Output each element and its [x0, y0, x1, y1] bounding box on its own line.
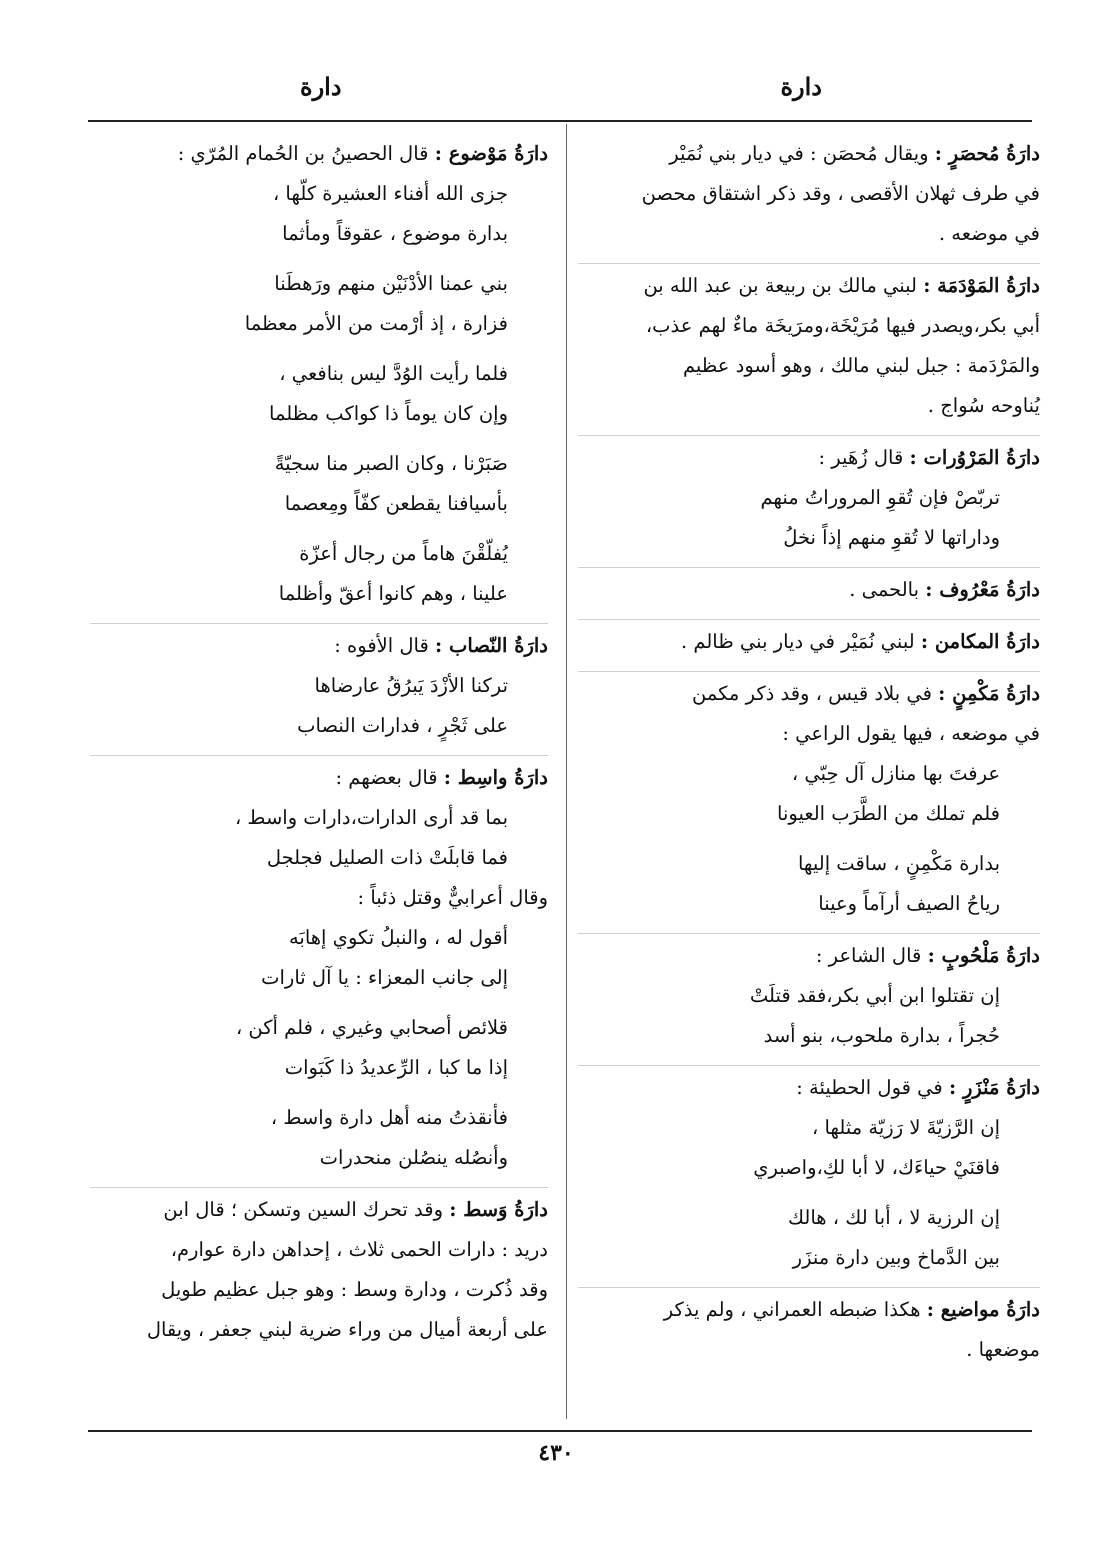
entry-mawdu: [90, 134, 548, 620]
prose-line: دريد : دارات الحمى ثلاث ، إحداهن دارة عوارم،: [170, 1238, 548, 1261]
prose-line: في موضعه .: [938, 222, 1040, 245]
verse-line: إن تقتلوا ابن أبي بكر،فقد قتلَتْ: [749, 984, 1000, 1007]
verse-line: إن الرَّزيّةَ لا رَزيّة مثلها ،: [812, 1116, 1000, 1139]
entry-muhsar: [578, 134, 1040, 260]
entry-maruf: [578, 567, 1040, 616]
prose-line: دارَةُ مَعْرُوف : بالحمى .: [849, 578, 1040, 601]
prose-line: أبي بكر،ويصدر فيها مُرَيْخَة،ومرَيخَة ماءٌ لهم عذب،: [645, 314, 1040, 337]
verse-line: بني عمنا الأدْنَيْن منهم ورَهطَنا: [274, 272, 508, 295]
headword: دارَةُ واسِط :: [443, 766, 548, 789]
verse-line: قلائص أصحابي وغيري ، فلم أكن ،: [235, 1016, 508, 1039]
entry-makamin: [578, 619, 1040, 668]
entry-wasat: [90, 1187, 548, 1356]
verse-line: فأنقذتُ منه أهل دارة واسط ،: [270, 1106, 508, 1129]
prose-line: دارَةُ مُحصَرٍ : ويقال مُحصَن : في ديار بني نُمَيْر: [669, 142, 1040, 165]
verse-line: على ثَجْرٍ ، فدارات النصاب: [297, 714, 508, 737]
verse-line: بين الدَّماخ وبين دارة منزَر: [792, 1246, 1000, 1269]
verse-line: بما قد أرى الدارات،دارات واسط ،: [234, 806, 508, 829]
headword: دارَةُ مَعْرُوف :: [925, 578, 1040, 601]
headword: دارَةُ المكامن :: [920, 630, 1040, 653]
entry-makmin: [578, 671, 1040, 930]
prose-line: يُناوحه سُواج .: [927, 394, 1040, 417]
entry-malhub: [578, 933, 1040, 1062]
verse-line: فلم تملك من الطَّرَب العيونا: [777, 802, 1000, 825]
bottom-rule: [88, 1430, 1032, 1432]
verse-line: تركنا الأزْدَ يَبرُقُ عارضاها: [314, 674, 508, 697]
page-number: ٤٣٠: [538, 1440, 574, 1466]
prose-line: دارَةُ مَنْزَرٍ : في قول الحطيئة :: [796, 1076, 1040, 1099]
left-column: [90, 134, 548, 1359]
prose-line: دارَةُ وَسط : وقد تحرك السين وتسكن ؛ قال ابن: [163, 1198, 548, 1221]
prose-line: دارَةُ واسِط : قال بعضهم :: [335, 766, 548, 789]
verse-line: تربّصْ فإن تُقوِ المروراتُ منهم: [760, 486, 1000, 509]
entry-mawdama: [578, 263, 1040, 432]
verse-line: فلما رأيت الوُدَّ ليس بنافعي ،: [279, 362, 508, 385]
headword: دارَةُ مَنْزَرٍ :: [948, 1076, 1040, 1099]
prose-line: في موضعه ، فيها يقول الراعي :: [782, 722, 1040, 745]
verse-line: صَبَرْنا ، وكان الصبر منا سجيّةً: [274, 452, 508, 475]
verse-line: حُجراً ، بدارة ملحوب، بنو أسد: [763, 1024, 1000, 1047]
verse-line: إلى جانب المعزاء : يا آل ثارات: [261, 966, 508, 989]
verse-line: وداراتها لا تُقوِ منهم إذاً نخلُ: [783, 526, 1000, 549]
top-rule: [88, 120, 1032, 122]
headword: دارَةُ المَرْوُرات :: [909, 446, 1040, 469]
headword: دارَةُ وَسط :: [449, 1198, 548, 1221]
prose-line: على أربعة أميال من وراء ضرية لبني جعفر ، ويقال: [146, 1318, 548, 1341]
verse-line: رياحُ الصيف أرآماً وعينا: [818, 892, 1000, 915]
prose-line: دارَةُ المَرْوُرات : قال زُهَير :: [818, 446, 1040, 469]
prose-line: والمَرْدَمة : جبل لبني مالك ، وهو أسود عظيم: [682, 354, 1040, 377]
verse-line: بدارة موضوع ، عقوقاً ومأثما: [282, 222, 508, 245]
prose-line: دارَةُ المَوْدَمَة : لبني مالك بن ربيعة بن عبد الله بن: [643, 274, 1040, 297]
prose-line: وقال أعرابيٌّ وقتل ذئباً :: [357, 886, 548, 909]
verse-line: بدارة مَكْمِنٍ ، ساقت إليها: [797, 852, 1000, 875]
headword: دارَةُ مَكْمِنٍ :: [938, 682, 1040, 705]
entry-manzar: [578, 1065, 1040, 1284]
headword: دارَةُ مَلْحُوبٍ :: [927, 944, 1040, 967]
prose-line: في طرف ثهلان الأقصى ، وقد ذكر اشتقاق محصن: [641, 182, 1040, 205]
headword: دارَةُ النّصاب :: [435, 634, 548, 657]
verse-line: عرفتَ بها منازل آل حِبّي ،: [791, 762, 1000, 785]
entry-marwurat: [578, 435, 1040, 564]
verse-line: يُفلّقْنَ هاماً من رجال أعزّة: [299, 542, 508, 565]
prose-line: دارَةُ مواضيع : هكذا ضبطه العمراني ، ولم يذكر: [663, 1298, 1040, 1321]
headword: دارَةُ المَوْدَمَة :: [923, 274, 1040, 297]
running-head-right: دارة: [780, 72, 822, 101]
prose-line: موضعها .: [966, 1338, 1040, 1361]
verse-line: فزارة ، إذ أرْمت من الأمر معظما: [244, 312, 508, 335]
verse-line: فاقنَيْ حياءَك، لا أبا لكِ،واصبري: [753, 1156, 1000, 1179]
running-head-left: دارة: [300, 72, 342, 101]
headword: دارَةُ مَوْضوع :: [434, 142, 548, 165]
verse-line: وأنصُله ينصُلن منحدرات: [319, 1146, 508, 1169]
verse-line: إذا ما كبا ، الرِّعديدُ ذا كَبَوات: [284, 1056, 508, 1079]
entry-wasit: [90, 755, 548, 1184]
prose-line: دارَةُ مَكْمِنٍ : في بلاد قيس ، وقد ذكر مكمن: [692, 682, 1040, 705]
prose-line: دارَةُ مَلْحُوبٍ : قال الشاعر :: [815, 944, 1040, 967]
verse-line: أقول له ، والنبلُ تكوي إهابَه: [288, 926, 508, 949]
column-divider: [566, 124, 567, 1419]
verse-line: جزى الله أفناء العشيرة كلّها ،: [272, 182, 508, 205]
verse-line: إن الرزية لا ، أبا لك ، هالك: [787, 1206, 1000, 1229]
verse-line: بأسيافنا يقطعن كفّاً ومِعصما: [284, 492, 508, 515]
prose-line: دارَةُ النّصاب : قال الأفوه :: [334, 634, 548, 657]
verse-line: وإن كان يوماً ذا كواكب مظلما: [269, 402, 508, 425]
headword: دارَةُ مُحصَرٍ :: [934, 142, 1040, 165]
prose-line: دارَةُ مَوْضوع : قال الحصينُ بن الحُمام المُرّي :: [177, 142, 548, 165]
prose-line: دارَةُ المكامن : لبني نُمَيْر في ديار بني ظالم .: [680, 630, 1040, 653]
right-column: [578, 134, 1040, 1379]
headword: دارَةُ مواضيع :: [926, 1298, 1040, 1321]
entry-mawadi: [578, 1287, 1040, 1376]
prose-line: وقد ذُكرت ، ودارة وسط : وهو جبل عظيم طويل: [161, 1278, 548, 1301]
entry-nusab: [90, 623, 548, 752]
verse-line: علينا ، وهم كانوا أعقّ وأظلما: [278, 582, 508, 605]
verse-line: فما قابلَتْ ذات الصليل فجلجل: [266, 846, 508, 869]
